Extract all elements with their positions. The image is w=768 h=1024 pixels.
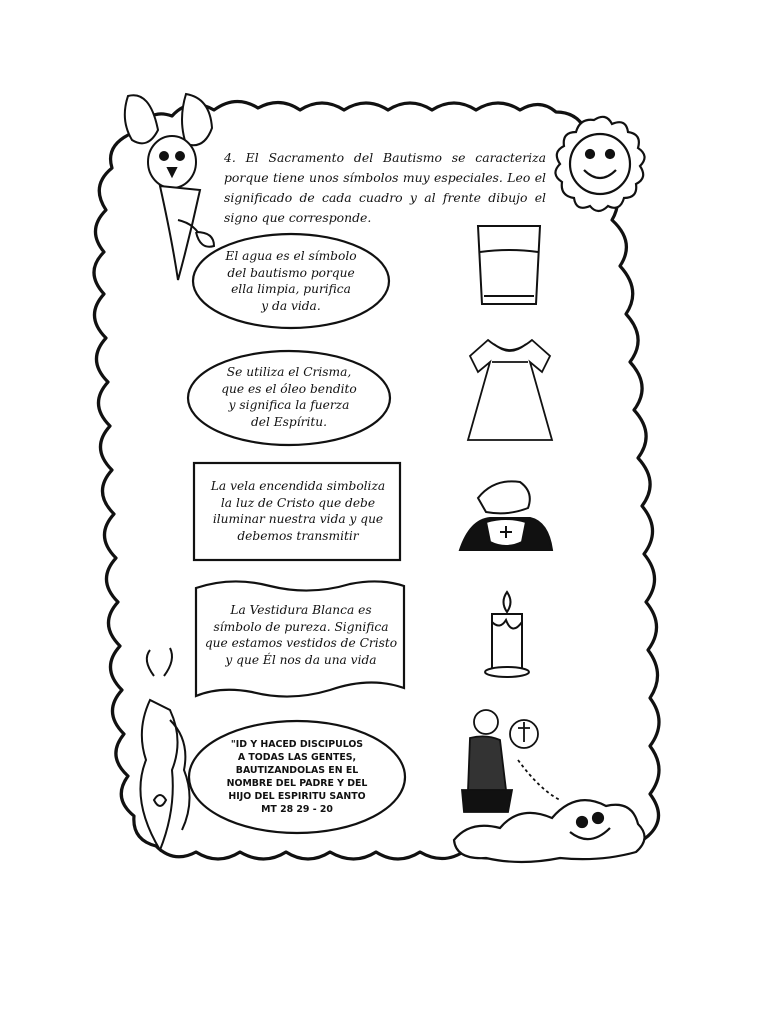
white-garment-icon [468,340,552,440]
glass-of-water-icon [478,226,540,304]
box-garment-text: La Vestidura Blanca es símbolo de pureza. Significa que estamos vestidos de Cristo y que Él nos da una vida [204,603,398,667]
box-water-text: El agua es el símbolo del bautismo porque ella limpia, purifica y da vida. [225,249,357,313]
instruction-text: 4. El Sacramento del Bautismo se caracteriza porque tiene unos símbolos muy especiales. Leo el significado de cada cuadro y al frente dibujo el signo que corresponde. [224,150,546,225]
box-chrism-text: Se utiliza el Crisma, que es el óleo bendito y significa la fuerza del Espíritu. [221,365,357,429]
butterfly-icon [140,648,189,850]
box-candle-text: La vela encendida simboliza la luz de Cristo que debe iluminar nuestra vida y que debemos transmitir [210,479,386,543]
chrism-oil-hand-icon [460,481,552,550]
praying-man-icon [462,710,560,812]
bird-icon [125,94,214,280]
candle-icon [485,592,529,677]
box-verse-text: "ID Y HACED DISCIPULOS A TODAS LAS GENTES, BAUTIZANDOLAS EN EL NOMBRE DEL PADRE Y DEL HIJO DEL ESPIRITU SANTO MT 28 29 - 20 [226,739,368,815]
sun-icon [555,117,644,211]
